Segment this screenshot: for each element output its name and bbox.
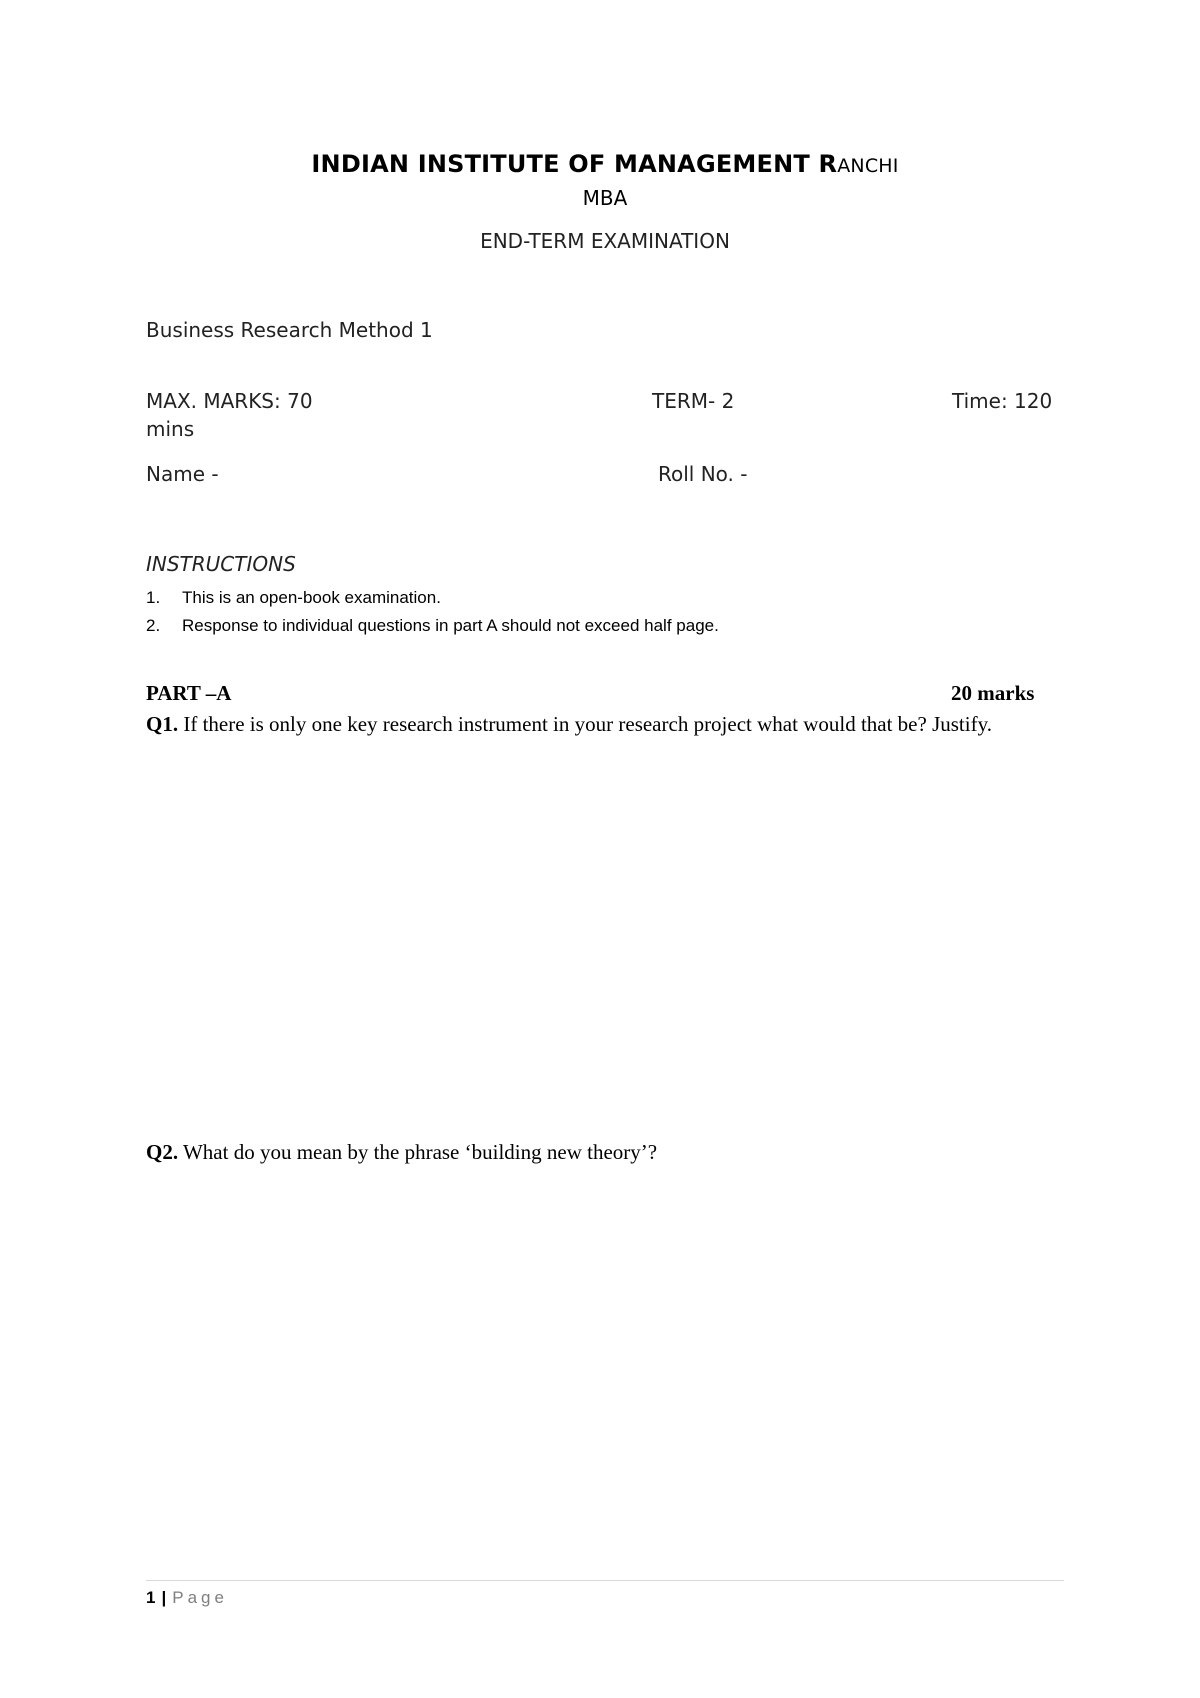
roll-no-label: Roll No. - <box>658 462 748 486</box>
question-2-text: What do you mean by the phrase ‘building new theory’? <box>178 1140 658 1164</box>
question-1 <box>146 710 1096 739</box>
part-a-marks: 20 marks <box>951 681 1035 705</box>
list-item-number: 2. <box>146 616 161 635</box>
list-item-number: 1. <box>146 588 161 607</box>
instructions-heading: INSTRUCTIONS <box>146 552 296 576</box>
institute-title <box>0 150 1200 178</box>
question-1-text: If there is only one key research instrument in your research project what would that be? Justify. <box>178 712 992 736</box>
instructions-list <box>146 584 719 640</box>
exam-time: Time: 120 <box>952 389 1053 413</box>
question-2 <box>146 1140 657 1165</box>
program-name: MBA <box>582 186 628 210</box>
part-a-heading: PART –A <box>146 681 232 705</box>
question-2-label: Q2. <box>146 1140 179 1164</box>
exam-title: END-TERM EXAMINATION <box>480 229 730 253</box>
institute-title-main: INDIAN INSTITUTE OF MANAGEMENT R <box>311 150 838 178</box>
page-footer <box>146 1588 228 1608</box>
list-item-text: This is an open-book examination. <box>182 588 441 607</box>
institute-title-smallcaps: ANCHI <box>837 155 899 177</box>
max-marks: MAX. MARKS: 70 <box>146 389 313 413</box>
exam-time-unit: mins <box>146 417 195 441</box>
course-name: Business Research Method 1 <box>146 318 433 342</box>
page-separator: | <box>161 1588 167 1607</box>
list-item <box>146 612 719 640</box>
list-item <box>146 584 719 612</box>
page-number: 1 <box>146 1588 156 1607</box>
list-item-text: Response to individual questions in part A should not exceed half page. <box>182 616 719 635</box>
question-1-label: Q1. <box>146 712 179 736</box>
footer-divider <box>146 1580 1064 1581</box>
page-word: Page <box>172 1588 228 1607</box>
name-label: Name - <box>146 462 219 486</box>
term: TERM- 2 <box>652 389 735 413</box>
